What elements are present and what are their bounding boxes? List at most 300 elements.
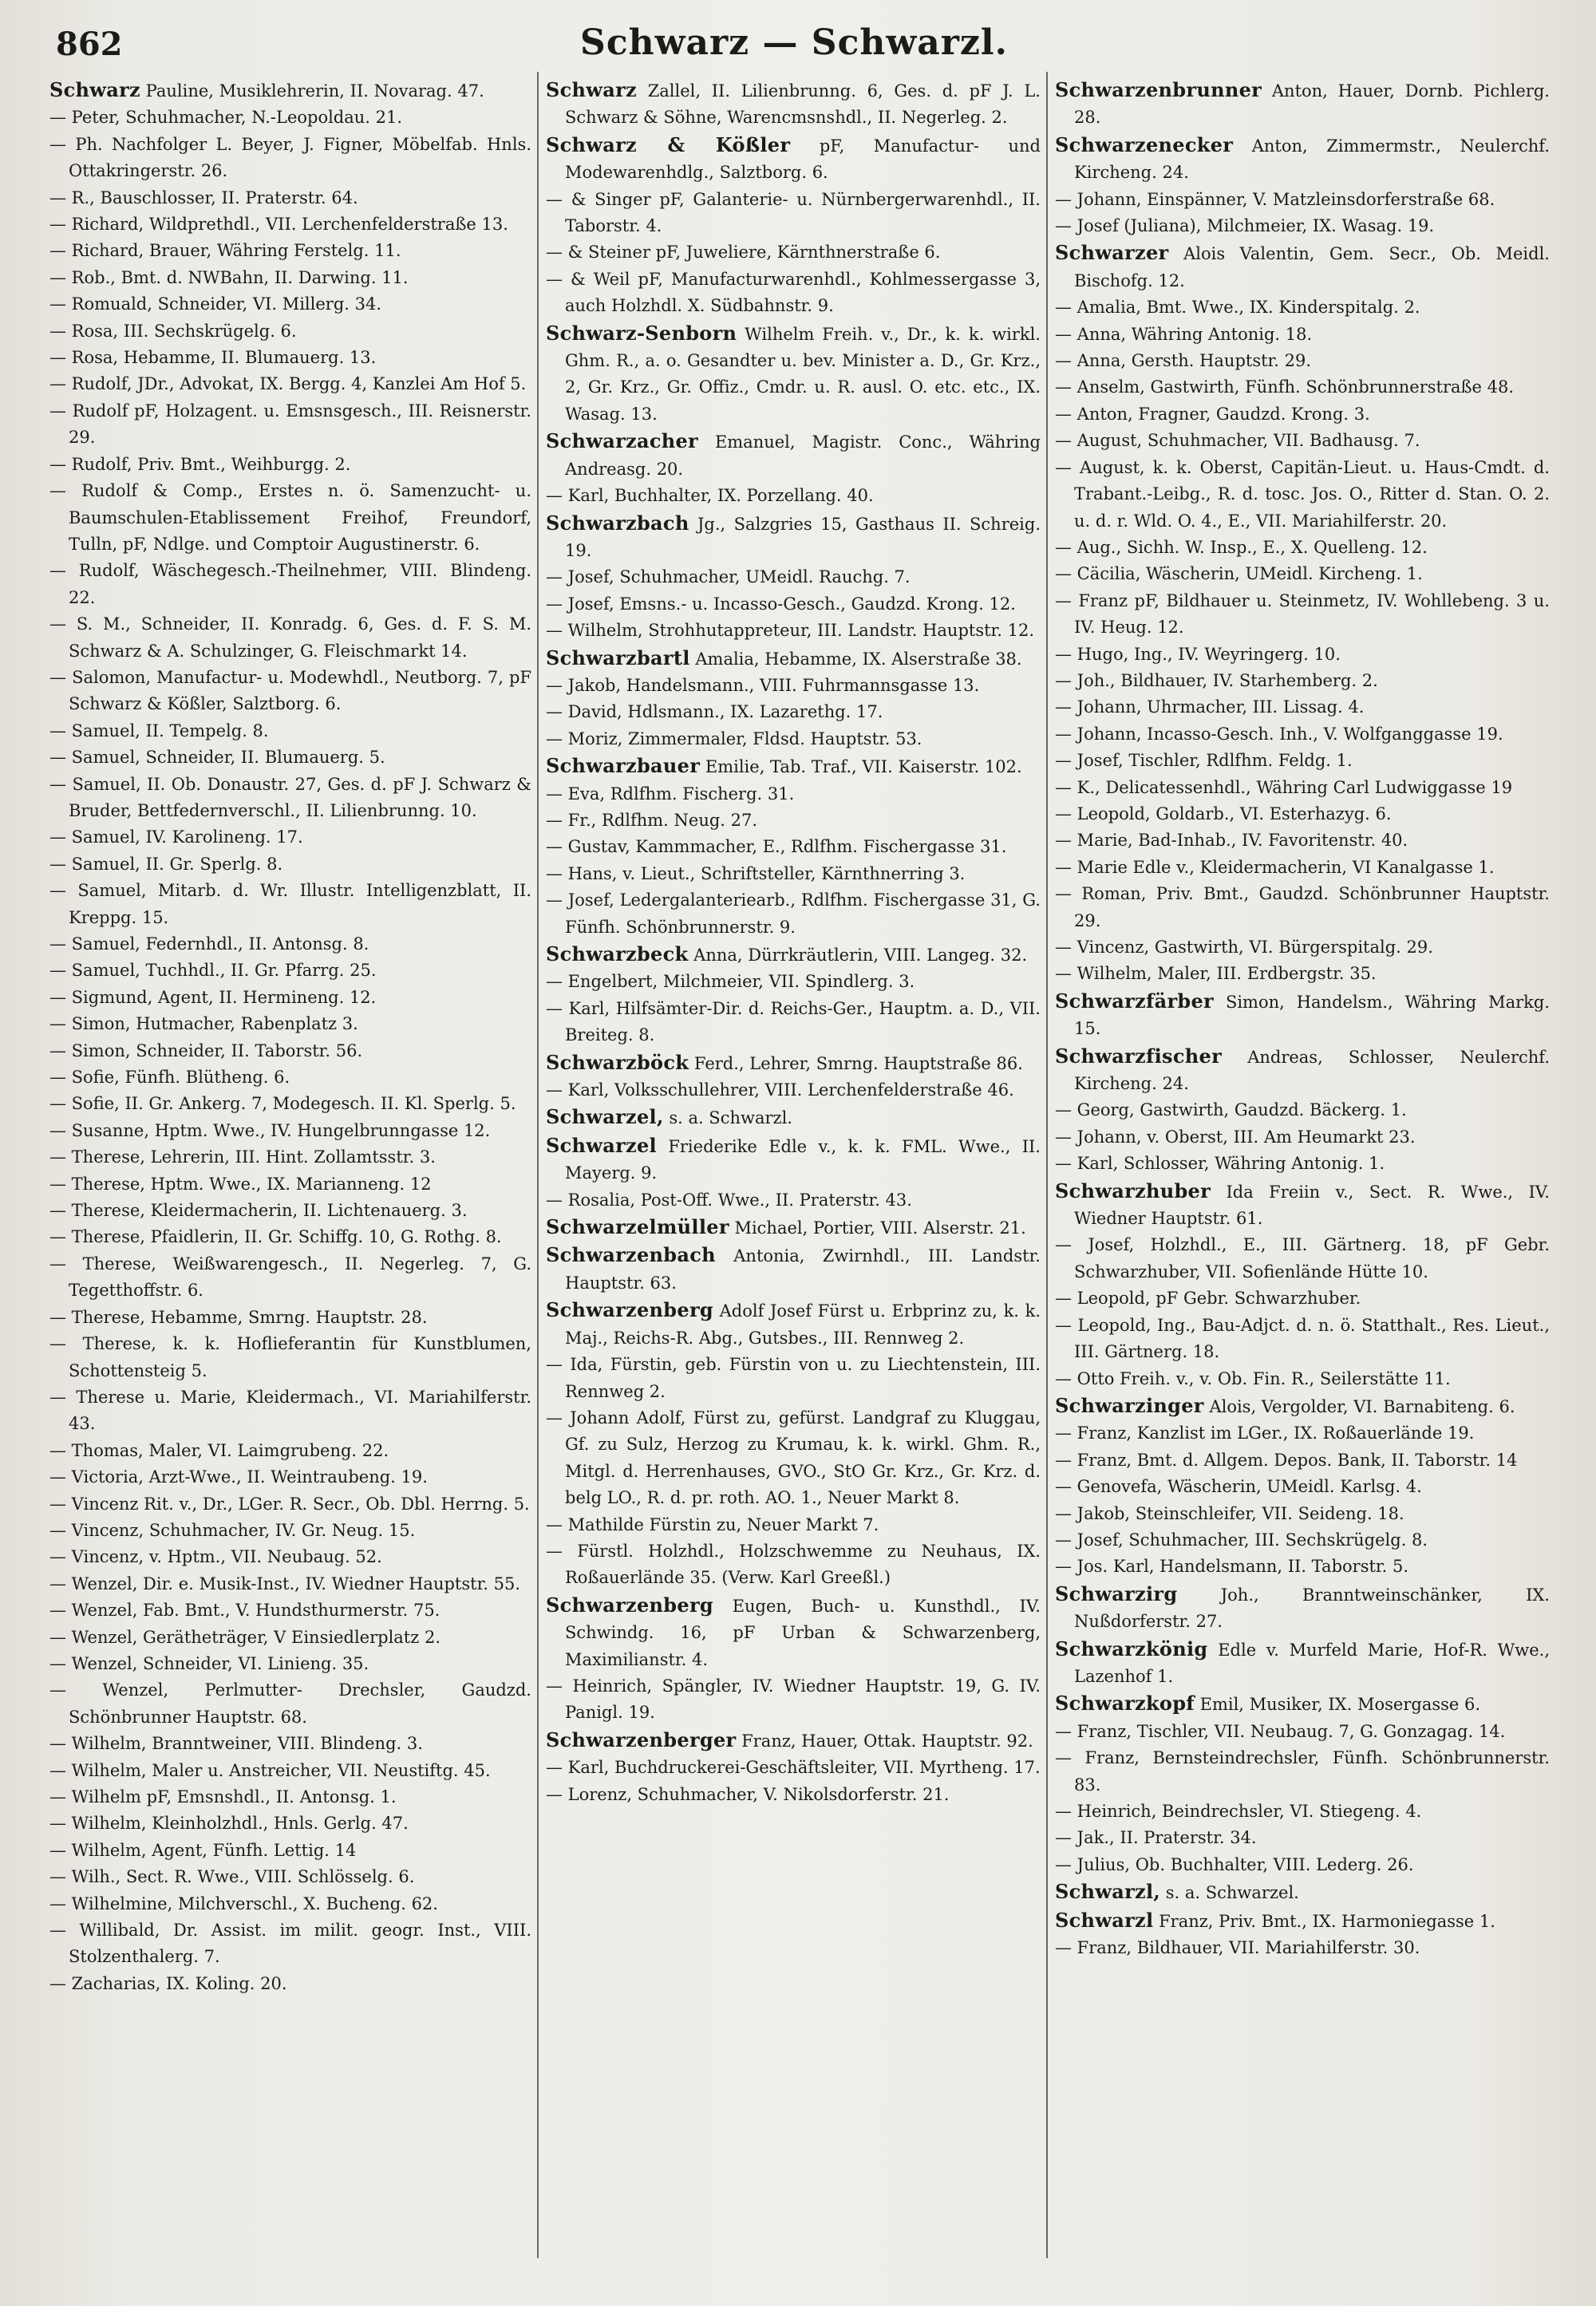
entry-text: — Franz, Bildhauer, VII. Mariahilferstr. 30. <box>1055 1938 1420 1958</box>
entry-text: — Wilhelm, Strohhutappreteur, III. Landstr. Hauptstr. 12. <box>546 621 1035 641</box>
directory-column-1 <box>49 77 531 2287</box>
directory-entry <box>49 452 531 478</box>
directory-entry <box>1055 535 1550 561</box>
directory-entry <box>1055 694 1550 721</box>
entry-text: — Sigmund, Agent, II. Hermineng. 12. <box>49 987 377 1007</box>
directory-entry <box>49 851 531 878</box>
surname-heading: Schwarzenbach <box>546 1243 716 1267</box>
entry-text: — Simon, Hutmacher, Rabenplatz 3. <box>49 1014 358 1034</box>
entry-text: — Wenzel, Schneider, VI. Linieng. 35. <box>49 1653 369 1673</box>
entry-text: — Jak., II. Praterstr. 34. <box>1055 1828 1257 1848</box>
entry-text: — Franz pF, Bildhauer u. Steinmetz, IV. Wohllebeng. 3 u. IV. Heug. 12. <box>1055 590 1550 638</box>
entry-text: — Jos. Karl, Handelsmann, II. Taborstr. 5. <box>1055 1557 1409 1577</box>
entry-text: Alois, Vergolder, VI. Barnabiteng. 6. <box>1209 1396 1515 1416</box>
surname-entry <box>546 510 1041 565</box>
directory-entry <box>49 611 531 665</box>
entry-text: — S. M., Schneider, II. Konradg. 6, Ges. d. F. S. M. Schwarz & A. Schulzinger, G. Fleischmarkt 14. <box>49 614 531 661</box>
directory-entry <box>49 824 531 851</box>
entry-text: — Samuel, II. Ob. Donaustr. 27, Ges. d. pF J. Schwarz & Bruder, Bettfedernverschl., II. Lilienbrunng. 10. <box>49 774 531 820</box>
directory-entry <box>1055 1124 1550 1151</box>
directory-entry <box>49 1917 531 1971</box>
entry-text: — Karl, Schlosser, Währing Antonig. 1. <box>1055 1154 1385 1174</box>
directory-entry <box>546 187 1041 240</box>
running-title: Schwarz — Schwarzl. <box>580 22 1008 63</box>
entry-text: Adolf Josef Fürst u. Erbprinz zu, k. k. Maj., Reichs-R. Abg., Gutsbes., III. Rennweg 2. <box>565 1301 1041 1348</box>
directory-entry <box>49 985 531 1011</box>
entry-text: — Therese, Pfaidlerin, II. Gr. Schiffg. 10, G. Rothg. 8. <box>49 1227 502 1247</box>
entry-text: — Josef, Emsns.- u. Incasso-Gesch., Gaudzd. Krong. 12. <box>546 594 1016 614</box>
entry-text: — Johann, Incasso-Gesch. Inh., V. Wolfganggasse 19. <box>1055 724 1503 744</box>
surname-heading: Schwarzbartl <box>546 646 690 669</box>
entry-text: — Leopold, Goldarb., VI. Esterhazyg. 6. <box>1055 804 1392 823</box>
entry-text: — Johann, v. Oberst, III. Am Heumarkt 23. <box>1055 1127 1416 1147</box>
directory-entry <box>49 744 531 771</box>
entry-text: — Thomas, Maler, VI. Laimgrubeng. 22. <box>49 1440 389 1460</box>
surname-entry <box>546 320 1041 428</box>
entry-text: — Wilhelm, Branntweiner, VIII. Blindeng. 3. <box>49 1734 423 1754</box>
directory-entry <box>546 807 1041 834</box>
entry-text: — Hans, v. Lieut., Schriftsteller, Kärnthnerring 3. <box>546 863 966 883</box>
directory-entry <box>1055 668 1550 694</box>
directory-entry <box>49 1784 531 1810</box>
directory-entry <box>546 1512 1041 1538</box>
directory-entry <box>1055 588 1550 642</box>
entry-text: — Heinrich, Spängler, IV. Wiedner Hauptstr. 19, G. IV. Panigl. 19. <box>546 1676 1041 1723</box>
entry-text: — Josef, Ledergalanteriearb., Rdlfhm. Fischergasse 31, G. Fünfh. Schönbrunnerstr. 9. <box>546 890 1041 937</box>
entry-text: — Salomon, Manufactur- u. Modewhdl., Neutborg. 7, pF Schwarz & Kößler, Salztborg. 6. <box>49 667 531 714</box>
directory-entry <box>1055 1232 1550 1285</box>
directory-entry <box>49 1491 531 1518</box>
directory-entry <box>546 1352 1041 1405</box>
directory-column-2 <box>546 77 1041 2287</box>
entry-text: — Johann, Uhrmacher, III. Lissag. 4. <box>1055 697 1365 717</box>
entry-text: Alois Valentin, Gem. Secr., Ob. Meidl. Bischofg. 12. <box>1074 244 1550 290</box>
column-divider <box>537 72 539 2258</box>
entry-text: — Wenzel, Fab. Bmt., V. Hundsthurmerstr. 75. <box>49 1601 440 1621</box>
entry-text: — Rosa, Hebamme, II. Blumauerg. 13. <box>49 348 377 368</box>
entry-text: Anna, Dürrkräutlerin, VIII. Langeg. 32. <box>693 946 1028 965</box>
directory-entry <box>1055 348 1550 374</box>
directory-entry <box>49 931 531 958</box>
surname-heading: Schwarzbauer <box>546 754 701 778</box>
surname-heading: Schwarz & Kößler <box>546 132 791 156</box>
directory-entry <box>1055 1799 1550 1825</box>
directory-entry <box>49 105 531 131</box>
surname-entry <box>546 132 1041 187</box>
directory-entry <box>1055 855 1550 881</box>
entry-text: — Wenzel, Gerätheträger, V Einsiedlerplatz 2. <box>49 1627 441 1647</box>
directory-entry <box>49 1464 531 1491</box>
entry-text: — Cäcilia, Wäscherin, UMeidl. Kircheng. 1. <box>1055 564 1423 584</box>
entry-text: — Samuel, Federnhdl., II. Antonsg. 8. <box>49 934 369 954</box>
directory-entry <box>49 318 531 345</box>
directory-entry <box>1055 1825 1550 1851</box>
directory-entry <box>49 265 531 291</box>
surname-heading: Schwarzbeck <box>546 942 689 965</box>
entry-text: — Rosa, III. Sechskrügelg. 6. <box>49 321 297 341</box>
entry-text: Friederike Edle v., k. k. FML. Wwe., II. Mayerg. 9. <box>565 1136 1041 1183</box>
entry-text: pF, Manufactur- und Modewarenhdlg., Salztborg. 6. <box>565 136 1041 183</box>
entry-text: — Rudolf & Comp., Erstes n. ö. Samenzucht- u. Baumschulen-Etablissement Freihof, Freundorf, Tulln, pF, Ndlge. und Comptoir Augustinerstr. 6. <box>49 481 531 554</box>
entry-text: — August, Schuhmacher, VII. Badhausg. 7. <box>1055 431 1420 451</box>
directory-entry <box>49 132 531 185</box>
surname-entry <box>1055 132 1550 187</box>
column-divider <box>1046 72 1048 2258</box>
entry-text: Emil, Musiker, IX. Mosergasse 6. <box>1199 1695 1481 1715</box>
surname-entry <box>49 77 531 105</box>
surname-entry <box>546 428 1041 483</box>
directory-entry <box>49 1731 531 1757</box>
directory-entry <box>49 478 531 558</box>
entry-text: — Therese, Weißwarengesch., II. Negerleg. 7, G. Tegetthoffstr. 6. <box>49 1254 531 1301</box>
entry-text: — Anna, Währing Antonig. 18. <box>1055 324 1313 344</box>
surname-entry <box>546 1104 1041 1131</box>
directory-entry <box>1055 881 1550 934</box>
directory-entry <box>49 1251 531 1305</box>
entry-text: — Therese u. Marie, Kleidermach., VI. Mariahilferstr. 43. <box>49 1387 531 1434</box>
entry-text: — Fürstl. Holzhdl., Holzschwemme zu Neuhaus, IX. Roßauerlände 35. (Verw. Karl Greeßl.) <box>546 1541 1041 1588</box>
directory-entry <box>49 1625 531 1651</box>
entry-text: Franz, Hauer, Ottak. Hauptstr. 92. <box>741 1731 1033 1751</box>
entry-text: — Romuald, Schneider, VI. Millerg. 34. <box>49 294 382 314</box>
entry-text: — Ida, Fürstin, geb. Fürstin von u. zu Liechtenstein, III. Rennweg 2. <box>546 1355 1041 1401</box>
surname-entry <box>546 77 1041 132</box>
surname-entry <box>546 752 1041 780</box>
entry-text: — Wilhelm, Maler u. Anstreicher, VII. Neustiftg. 45. <box>49 1760 491 1780</box>
entry-text: — Rudolf, JDr., Advokat, IX. Bergg. 4, Kanzlei Am Hof 5. <box>49 374 527 394</box>
directory-entry <box>546 1673 1041 1727</box>
entry-text: — Josef, Schuhmacher, III. Sechskrügelg. 8. <box>1055 1530 1428 1550</box>
surname-entry <box>1055 1581 1550 1636</box>
directory-entry <box>49 665 531 718</box>
entry-text: — Rob., Bmt. d. NWBahn, II. Darwing. 11. <box>49 267 409 287</box>
directory-entry <box>49 1838 531 1864</box>
entry-text: — Sofie, Fünfh. Blütheng. 6. <box>49 1068 290 1088</box>
directory-entry <box>1055 1474 1550 1500</box>
surname-entry <box>546 941 1041 969</box>
entry-text: — K., Delicatessenhdl., Währing Carl Ludwiggasse 19 <box>1055 777 1513 797</box>
entry-text: — Wilhelm, Maler, III. Erdbergstr. 35. <box>1055 964 1377 984</box>
entry-text: — Heinrich, Beindrechsler, VI. Stiegeng. 4. <box>1055 1802 1422 1821</box>
directory-entry <box>546 726 1041 752</box>
directory-entry <box>546 699 1041 725</box>
directory-entry <box>49 1810 531 1837</box>
entry-text: — Johann, Einspänner, V. Matzleinsdorferstraße 68. <box>1055 189 1495 209</box>
directory-entry <box>49 1331 531 1384</box>
directory-entry <box>546 267 1041 320</box>
surname-heading: Schwarzenberg <box>546 1593 713 1617</box>
directory-entry <box>49 185 531 211</box>
directory-entry <box>1055 1447 1550 1474</box>
surname-entry <box>546 645 1041 673</box>
entry-text: — Willibald, Dr. Assist. im milit. geogr. Inst., VIII. Stolzenthalerg. 7. <box>49 1921 531 1967</box>
entry-text: Joh., Branntweinschänker, IX. Nußdorferstr. 27. <box>1074 1585 1550 1632</box>
directory-entry <box>546 591 1041 618</box>
entry-text: — Karl, Buchhalter, IX. Porzellang. 40. <box>546 486 874 506</box>
directory-entry <box>49 1518 531 1544</box>
entry-text: Jg., Salzgries 15, Gasthaus II. Schreig. 19. <box>565 514 1041 560</box>
entry-text: — David, Hdlsmann., IX. Lazarethg. 17. <box>546 702 883 722</box>
directory-entry <box>1055 1420 1550 1447</box>
entry-text: — R., Bauschlosser, II. Praterstr. 64. <box>49 188 358 207</box>
entry-text: — Karl, Volksschullehrer, VIII. Lerchenfelderstraße 46. <box>546 1080 1014 1100</box>
entry-text: — Leopold, pF Gebr. Schwarzhuber. <box>1055 1289 1361 1309</box>
entry-text: — Johann Adolf, Fürst zu, gefürst. Landgraf zu Kluggau, Gf. zu Sulz, Herzog zu Krumau, k. k. wirkl. Ghm. R., Mitgl. d. Herrenhauses, GVO., StO Gr. Krz., Gr. Krz. d. belg LO., R. d. pr. roth. AO. 1., Neuer Markt 8. <box>546 1408 1041 1508</box>
directory-entry <box>49 1571 531 1597</box>
page-header <box>48 18 1540 65</box>
surname-heading: Schwarzenbrunner <box>1055 78 1262 101</box>
surname-heading: Schwarzböck <box>546 1050 689 1074</box>
entry-text: — Mathilde Fürstin zu, Neuer Markt 7. <box>546 1514 879 1534</box>
directory-entry <box>546 861 1041 887</box>
surname-heading: Schwarzer <box>1055 241 1169 265</box>
directory-entry <box>1055 1097 1550 1123</box>
entry-text: — Therese, Hebamme, Smrng. Hauptstr. 28. <box>49 1307 428 1327</box>
entry-text: — Samuel, Schneider, II. Blumauerg. 5. <box>49 748 385 768</box>
directory-entry <box>546 673 1041 699</box>
entry-text: — Julius, Ob. Buchhalter, VIII. Lederg. 26. <box>1055 1854 1414 1874</box>
entry-text: Wilhelm Freih. v., Dr., k. k. wirkl. Ghm. R., a. o. Gesandter u. bev. Minister a. D., Gr. Krz., 2, Gr. Krz., Gr. Offiz., Cmdr. u. R. ausl. O. etc. etc., IX. Wasag. 13. <box>565 324 1041 424</box>
directory-entry <box>49 1091 531 1117</box>
directory-entry <box>546 483 1041 509</box>
entry-text: — Franz, Bmt. d. Allgem. Depos. Bank, II. Taborstr. 14 <box>1055 1450 1518 1470</box>
entry-text: — Rudolf pF, Holzagent. u. Emsnsgesch., III. Reisnerstr. 29. <box>49 401 531 448</box>
directory-entry <box>546 1782 1041 1808</box>
directory-entry <box>49 958 531 984</box>
entry-text: — Wilhelm pF, Emsnshdl., II. Antonsg. 1. <box>49 1787 397 1806</box>
entry-text: — Vincenz, Schuhmacher, IV. Gr. Neug. 15. <box>49 1520 416 1540</box>
directory-entry <box>49 398 531 452</box>
entry-text: — Hugo, Ing., IV. Weyringerg. 10. <box>1055 644 1341 664</box>
surname-entry <box>1055 988 1550 1043</box>
surname-heading: Schwarzkönig <box>1055 1637 1208 1660</box>
directory-entry <box>49 1198 531 1224</box>
directory-entry <box>49 1224 531 1250</box>
surname-heading: Schwarzirg <box>1055 1581 1178 1605</box>
entry-text: — Georg, Gastwirth, Gaudzd. Bäckerg. 1. <box>1055 1100 1407 1120</box>
directory-entry <box>546 1755 1041 1781</box>
entry-text: — Lorenz, Schuhmacher, V. Nikolsdorferstr. 21. <box>546 1784 950 1804</box>
entry-text: — Wenzel, Perlmutter- Drechsler, Gaudzd. Schönbrunner Hauptstr. 68. <box>49 1680 531 1727</box>
surname-heading: Schwarzel, <box>546 1105 664 1129</box>
entry-text: — Marie Edle v., Kleidermacherin, VI Kanalgasse 1. <box>1055 857 1495 877</box>
entry-text: — Josef (Juliana), Milchmeier, IX. Wasag. 19. <box>1055 216 1435 236</box>
directory-entry <box>49 1118 531 1144</box>
surname-entry <box>1055 77 1550 132</box>
entry-text: Amalia, Hebamme, IX. Alserstraße 38. <box>695 649 1022 669</box>
entry-text: — Eva, Rdlfhm. Fischerg. 31. <box>546 784 795 804</box>
entry-text: Anton, Zimmermstr., Neulerchf. Kircheng. 24. <box>1074 136 1550 183</box>
directory-entry <box>1055 1285 1550 1312</box>
directory-entry <box>49 878 531 931</box>
surname-entry <box>546 1214 1041 1242</box>
directory-entry <box>49 1597 531 1624</box>
entry-text: — Anna, Gersth. Hauptstr. 29. <box>1055 351 1312 371</box>
surname-entry <box>546 1727 1041 1755</box>
directory-entry <box>1055 455 1550 535</box>
directory-entry <box>49 1891 531 1917</box>
directory-entry <box>546 781 1041 807</box>
directory-entry <box>1055 1313 1550 1366</box>
directory-entry <box>1055 1366 1550 1392</box>
directory-entry <box>546 564 1041 590</box>
directory-entry <box>546 618 1041 644</box>
surname-entry <box>1055 1690 1550 1718</box>
directory-entry <box>1055 1527 1550 1554</box>
entry-text: — Otto Freih. v., v. Ob. Fin. R., Seilerstätte 11. <box>1055 1368 1451 1388</box>
directory-entry <box>1055 294 1550 321</box>
entry-text: — Karl, Hilfsämter-Dir. d. Reichs-Ger., Hauptm. a. D., VII. Breiteg. 8. <box>546 998 1041 1045</box>
entry-text: — Ph. Nachfolger L. Beyer, J. Figner, Möbelfab. Hnls. Ottakringerstr. 26. <box>49 134 531 181</box>
directory-entry <box>49 1038 531 1064</box>
entry-text: — Wilhelmine, Milchverschl., X. Bucheng. 62. <box>49 1893 438 1913</box>
surname-heading: Schwarz <box>49 78 140 101</box>
surname-entry <box>546 1592 1041 1673</box>
entry-text: — Gustav, Kammmacher, E., Rdlfhm. Fischergasse 31. <box>546 837 1007 857</box>
surname-heading: Schwarzl <box>1055 1908 1154 1932</box>
entry-text: — Franz, Tischler, VII. Neubaug. 7, G. Gonzagag. 14. <box>1055 1721 1506 1741</box>
directory-entry <box>49 1384 531 1438</box>
entry-text: — Therese, Hptm. Wwe., IX. Marianneng. 12 <box>49 1174 432 1194</box>
entry-text: — Amalia, Bmt. Wwe., IX. Kinderspitalg. 2. <box>1055 298 1420 318</box>
entry-text: — Samuel, II. Tempelg. 8. <box>49 721 269 740</box>
surname-entry <box>546 1049 1041 1077</box>
directory-entry <box>1055 961 1550 987</box>
entry-text: — Rudolf, Priv. Bmt., Weihburgg. 2. <box>49 454 351 474</box>
directory-entry <box>546 1538 1041 1592</box>
entry-text: — Samuel, Mitarb. d. Wr. Illustr. Intelligenzblatt, II. Kreppg. 15. <box>49 881 531 927</box>
directory-entry <box>1055 561 1550 587</box>
directory-entry <box>1055 1745 1550 1799</box>
directory-entry <box>49 1758 531 1784</box>
entry-text: — Simon, Schneider, II. Taborstr. 56. <box>49 1040 363 1060</box>
directory-entry <box>49 1064 531 1091</box>
entry-text: — Samuel, Tuchhdl., II. Gr. Pfarrg. 25. <box>49 961 377 981</box>
surname-heading: Schwarzel <box>546 1133 657 1157</box>
directory-column-3 <box>1055 77 1550 2287</box>
directory-entry <box>49 211 531 238</box>
directory-entry <box>546 1405 1041 1512</box>
directory-entry <box>546 239 1041 266</box>
entry-text: — Anton, Fragner, Gaudzd. Krong. 3. <box>1055 404 1370 424</box>
directory-entry <box>1055 187 1550 213</box>
surname-entry <box>1055 1878 1550 1906</box>
surname-entry <box>1055 1043 1550 1098</box>
entry-text: — & Singer pF, Galanterie- u. Nürnbergerwarenhdl., II. Taborstr. 4. <box>546 189 1041 236</box>
directory-entry <box>49 1864 531 1890</box>
directory-entry <box>1055 1501 1550 1527</box>
entry-text: — Jakob, Steinschleifer, VII. Seideng. 18. <box>1055 1503 1404 1523</box>
directory-entry <box>1055 775 1550 801</box>
surname-entry <box>1055 1392 1550 1420</box>
directory-entry <box>1055 213 1550 239</box>
entry-text: — Wilhelm, Kleinholzhdl., Hnls. Gerlg. 47. <box>49 1814 409 1834</box>
directory-entry <box>1055 801 1550 827</box>
directory-entry <box>49 1544 531 1570</box>
entry-text: — Therese, k. k. Hoflieferantin für Kunstblumen, Schottensteig 5. <box>49 1334 531 1380</box>
surname-heading: Schwarzfischer <box>1055 1044 1223 1068</box>
directory-entry <box>49 1144 531 1171</box>
directory-entry <box>1055 322 1550 348</box>
entry-text: — Josef, Schuhmacher, UMeidl. Rauchg. 7. <box>546 567 911 587</box>
entry-text: — August, k. k. Oberst, Capitän-Lieut. u. Haus-Cmdt. d. Trabant.-Leibg., R. d. tosc. Jos. O., Ritter d. Stan. O. 2. u. d. r. Wld. O. 4., E., VII. Mariahilferstr. 20. <box>1055 457 1550 531</box>
entry-text: — Richard, Wildprethdl., VII. Lerchenfelderstraße 13. <box>49 215 508 235</box>
directory-entry <box>49 558 531 611</box>
directory-entry <box>546 969 1041 995</box>
entry-text: — Wenzel, Dir. e. Musik-Inst., IV. Wiedner Hauptstr. 55. <box>49 1574 521 1593</box>
directory-entry <box>1055 401 1550 428</box>
entry-text: Michael, Portier, VIII. Alserstr. 21. <box>734 1218 1026 1238</box>
entry-text: — Rudolf, Wäschegesch.-Theilnehmer, VIII. Blindeng. 22. <box>49 561 531 607</box>
entry-text: — Vincenz Rit. v., Dr., LGer. R. Secr., Ob. Dbl. Herrng. 5. <box>49 1494 530 1514</box>
entry-text: Antonia, Zwirnhdl., III. Landstr. Hauptstr. 63. <box>565 1246 1041 1293</box>
entry-text: — Therese, Lehrerin, III. Hint. Zollamtsstr. 3. <box>49 1147 436 1167</box>
entry-text: — Moriz, Zimmermaler, Fldsd. Hauptstr. 53. <box>546 729 922 748</box>
directory-entry <box>546 1187 1041 1214</box>
directory-entry <box>1055 1935 1550 1961</box>
entry-text: — Sofie, II. Gr. Ankerg. 7, Modegesch. II. Kl. Sperlg. 5. <box>49 1094 516 1114</box>
entry-text: Pauline, Musiklehrerin, II. Novarag. 47. <box>145 81 484 101</box>
directory-entry <box>1055 721 1550 748</box>
entry-text: — Wilh., Sect. R. Wwe., VIII. Schlösselg. 6. <box>49 1867 415 1887</box>
directory-entry <box>1055 1554 1550 1580</box>
entry-text: — Zacharias, IX. Koling. 20. <box>49 1973 287 1993</box>
entry-text: — Samuel, II. Gr. Sperlg. 8. <box>49 854 283 874</box>
entry-text: — Engelbert, Milchmeier, VII. Spindlerg. 3. <box>546 972 915 992</box>
surname-heading: Schwarzenberger <box>546 1728 737 1751</box>
surname-heading: Schwarzfärber <box>1055 989 1214 1013</box>
entry-text: — Samuel, IV. Karolineng. 17. <box>49 827 303 847</box>
surname-entry <box>1055 1178 1550 1233</box>
directory-entry <box>49 1651 531 1677</box>
entry-text: — Karl, Buchdruckerei-Geschäftsleiter, VII. Myrtheng. 17. <box>546 1758 1041 1778</box>
surname-entry <box>1055 1636 1550 1691</box>
surname-entry <box>546 1132 1041 1187</box>
entry-text: — Leopold, Ing., Bau-Adjct. d. n. ö. Statthalt., Res. Lieut., III. Gärtnerg. 18. <box>1055 1315 1550 1362</box>
directory-entry <box>49 1438 531 1464</box>
entry-text: — Marie, Bad-Inhab., IV. Favoritenstr. 40. <box>1055 831 1408 851</box>
entry-text: — Peter, Schuhmacher, N.-Leopoldau. 21. <box>49 108 403 128</box>
entry-text: Anton, Hauer, Dornb. Pichlerg. 28. <box>1074 81 1550 128</box>
entry-text: — Richard, Brauer, Währing Ferstelg. 11. <box>49 241 401 261</box>
entry-text: s. a. Schwarzl. <box>669 1108 792 1128</box>
directory-entry <box>546 887 1041 941</box>
surname-heading: Schwarzhuber <box>1055 1179 1211 1202</box>
entry-text: — Rosalia, Post-Off. Wwe., II. Praterstr. 43. <box>546 1190 912 1210</box>
entry-text: Ida Freiin v., Sect. R. Wwe., IV. Wiedner Hauptstr. 61. <box>1074 1182 1550 1229</box>
directory-entry <box>1055 642 1550 668</box>
entry-text: — Roman, Priv. Bmt., Gaudzd. Schönbrunner Hauptstr. 29. <box>1055 884 1550 930</box>
surname-heading: Schwarzelmüller <box>546 1215 729 1239</box>
entry-text: — Victoria, Arzt-Wwe., II. Weintraubeng. 19. <box>49 1467 428 1487</box>
entry-text: — Susanne, Hptm. Wwe., IV. Hungelbrunngasse 12. <box>49 1120 491 1140</box>
directory-entry <box>1055 1151 1550 1177</box>
entry-text: Emanuel, Magistr. Conc., Währing Andreasg. 20. <box>565 432 1041 479</box>
entry-text: — Vincenz, Gastwirth, VI. Bürgerspitalg. 29. <box>1055 938 1433 957</box>
directory-entry <box>1055 1852 1550 1878</box>
surname-heading: Schwarzbach <box>546 511 689 535</box>
entry-text: — & Weil pF, Manufacturwarenhdl., Kohlmessergasse 3, auch Holzhdl. X. Südbahnstr. 9. <box>546 269 1041 316</box>
directory-entry <box>49 1171 531 1198</box>
entry-text: Edle v. Murfeld Marie, Hof-R. Wwe., Lazenhof 1. <box>1074 1640 1550 1686</box>
entry-text: — Josef, Tischler, Rdlfhm. Feldg. 1. <box>1055 751 1353 771</box>
entry-text: Franz, Priv. Bmt., IX. Harmoniegasse 1. <box>1159 1911 1495 1931</box>
directory-entry <box>546 996 1041 1049</box>
entry-text: — Franz, Kanzlist im LGer., IX. Roßauerlände 19. <box>1055 1423 1475 1443</box>
entry-text: — Josef, Holzhdl., E., III. Gärtnerg. 18, pF Gebr. Schwarzhuber, VII. Sofienlände Hütte 10. <box>1055 1235 1550 1281</box>
entry-text: Ferd., Lehrer, Smrng. Hauptstraße 86. <box>693 1053 1023 1073</box>
directory-entry <box>49 238 531 264</box>
